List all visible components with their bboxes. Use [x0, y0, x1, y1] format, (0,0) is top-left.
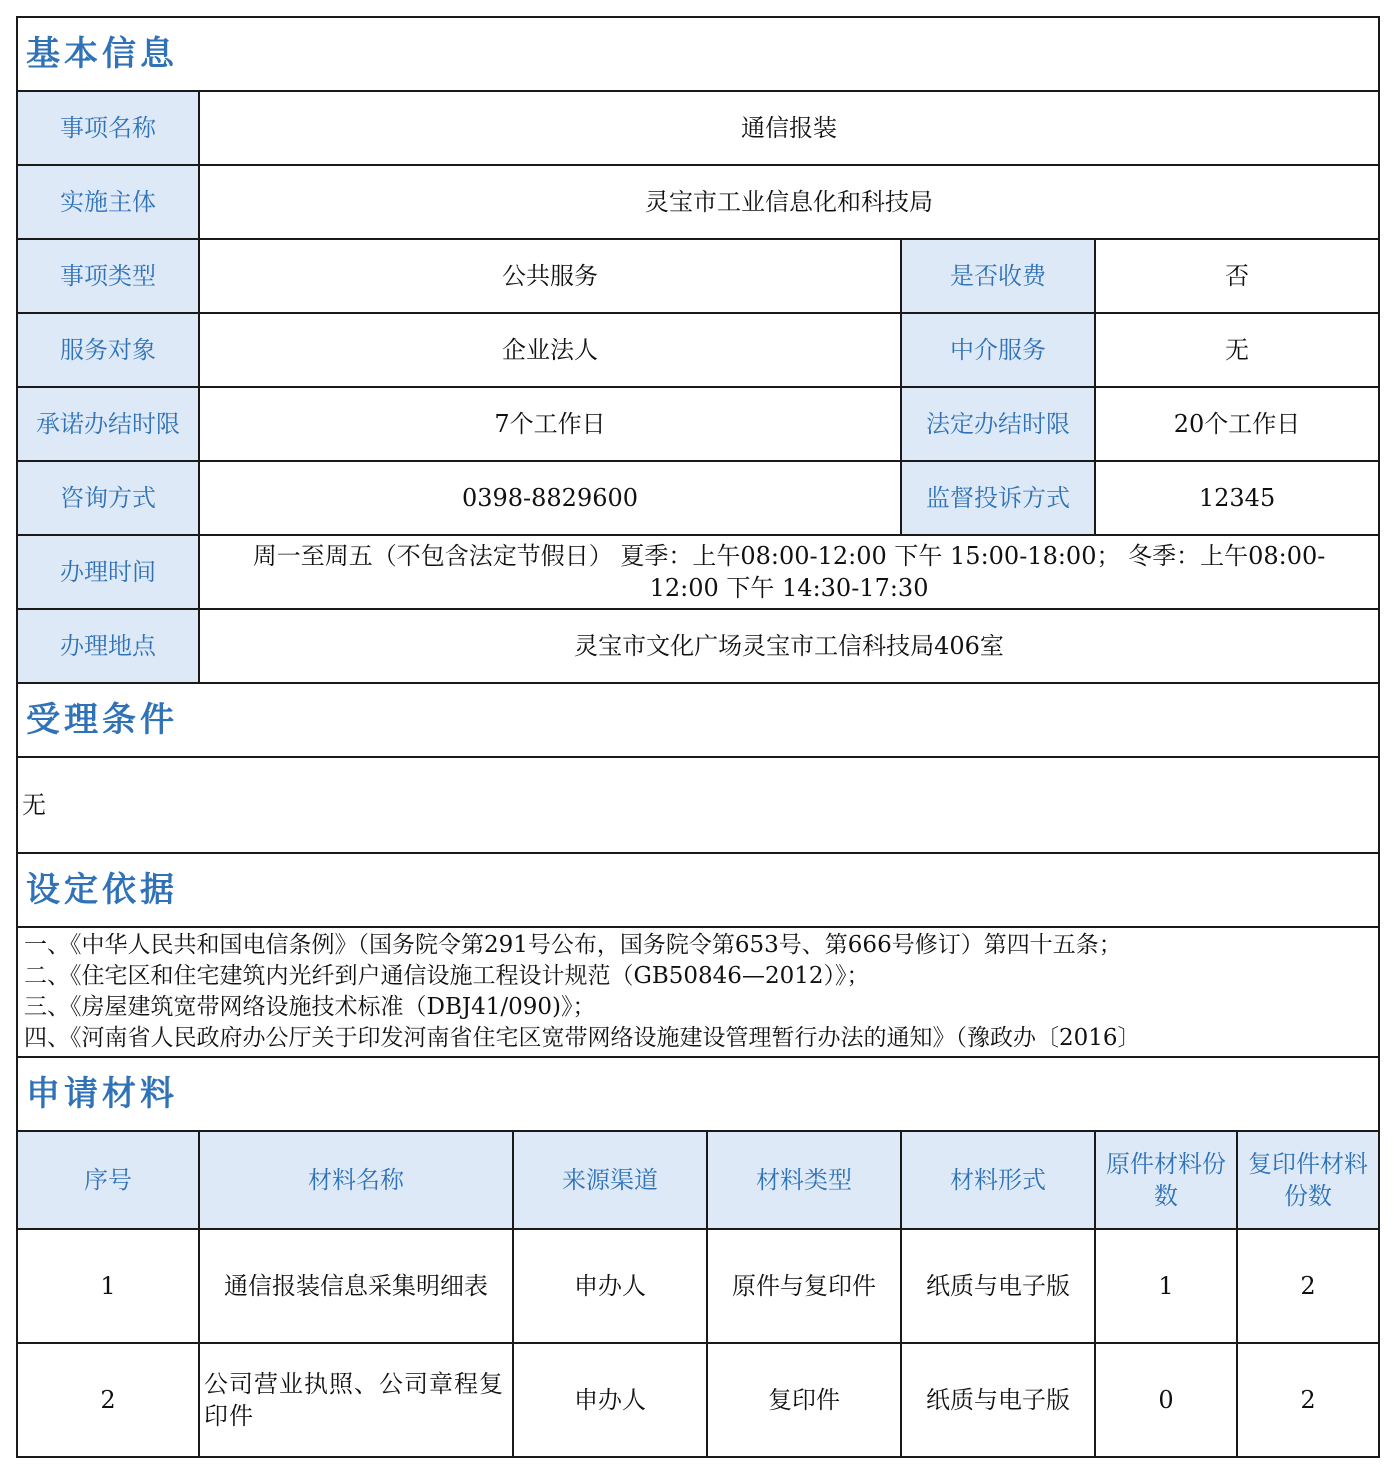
basis-row	[17, 927, 1379, 1057]
legal-value: 20个工作日	[1095, 387, 1379, 461]
col-header-type: 材料类型	[707, 1131, 901, 1229]
row2-type: 复印件	[707, 1343, 901, 1457]
col-header-index: 序号	[17, 1131, 199, 1229]
col-header-original-count: 原件材料份数	[1095, 1131, 1237, 1229]
target-value: 企业法人	[199, 313, 901, 387]
place-row	[17, 609, 1379, 683]
basis-line-3: 三、《房屋建筑宽带网络设施技术标准（DBJ41/090)》；	[24, 994, 596, 1020]
subject-value: 灵宝市工业信息化和科技局	[199, 165, 1379, 239]
row1-source: 申办人	[513, 1229, 707, 1343]
col-header-form: 材料形式	[901, 1131, 1095, 1229]
col-header-copy-count: 复印件材料份数	[1237, 1131, 1379, 1229]
type-label: 事项类型	[17, 239, 199, 313]
place-value: 灵宝市文化广场灵宝市工信科技局406室	[199, 609, 1379, 683]
section-title-materials: 申请材料	[17, 1057, 1379, 1131]
legal-label: 法定办结时限	[901, 387, 1095, 461]
subject-row	[17, 165, 1379, 239]
promise-label: 承诺办结时限	[17, 387, 199, 461]
col-header-source: 来源渠道	[513, 1131, 707, 1229]
row1-copy-count: 2	[1237, 1229, 1379, 1343]
item-name-value: 通信报装	[199, 91, 1379, 165]
section-title-basic: 基本信息	[17, 17, 1379, 91]
type-row	[17, 239, 1379, 313]
row1-original-count: 1	[1095, 1229, 1237, 1343]
place-label: 办理地点	[17, 609, 199, 683]
type-value: 公共服务	[199, 239, 901, 313]
row1-form: 纸质与电子版	[901, 1229, 1095, 1343]
basis-cell	[17, 927, 1379, 1057]
section-basic-row	[17, 17, 1379, 91]
hours-label: 办理时间	[17, 535, 199, 609]
section-title-basis: 设定依据	[17, 853, 1379, 927]
basis-line-2: 二、《住宅区和住宅建筑内光纤到户通信设施工程设计规范（GB50846—2012）》；	[24, 963, 870, 989]
consult-label: 咨询方式	[17, 461, 199, 535]
consult-value: 0398-8829600	[199, 461, 901, 535]
row2-original-count: 0	[1095, 1343, 1237, 1457]
subject-label: 实施主体	[17, 165, 199, 239]
row2-index: 2	[17, 1343, 199, 1457]
target-row	[17, 313, 1379, 387]
row1-name: 通信报装信息采集明细表	[199, 1229, 513, 1343]
conditions-value: 无	[17, 757, 1379, 853]
promise-value: 7个工作日	[199, 387, 901, 461]
agency-label: 中介服务	[901, 313, 1095, 387]
conditions-row	[17, 757, 1379, 853]
agency-value: 无	[1095, 313, 1379, 387]
item-name-row	[17, 91, 1379, 165]
basis-line-1: 一、《中华人民共和国电信条例》（国务院令第291号公布，国务院令第653号、第666号修订）第四十五条；	[24, 932, 1122, 958]
section-materials-row	[17, 1057, 1379, 1131]
target-label: 服务对象	[17, 313, 199, 387]
materials-header-row	[17, 1131, 1379, 1229]
hours-value: 周一至周五（不包含法定节假日） 夏季：上午08:00-12:00 下午 15:00-18:00； 冬季：上午08:00-12:00 下午 14:30-17:30	[199, 535, 1379, 609]
basis-line-4: 四、《河南省人民政府办公厅关于印发河南省住宅区宽带网络设施建设管理暂行办法的通知》（豫政办〔2016〕	[24, 1025, 1141, 1051]
contact-row	[17, 461, 1379, 535]
row1-type: 原件与复印件	[707, 1229, 901, 1343]
complaint-value: 12345	[1095, 461, 1379, 535]
section-title-conditions: 受理条件	[17, 683, 1379, 757]
row1-index: 1	[17, 1229, 199, 1343]
col-header-name: 材料名称	[199, 1131, 513, 1229]
complaint-label: 监督投诉方式	[901, 461, 1095, 535]
section-basis-row	[17, 853, 1379, 927]
row2-form: 纸质与电子版	[901, 1343, 1095, 1457]
fee-value: 否	[1095, 239, 1379, 313]
fee-label: 是否收费	[901, 239, 1095, 313]
info-table	[16, 16, 1380, 1458]
row2-source: 申办人	[513, 1343, 707, 1457]
hours-row	[17, 535, 1379, 609]
deadline-row	[17, 387, 1379, 461]
service-item-sheet	[16, 16, 1378, 1458]
section-conditions-row	[17, 683, 1379, 757]
table-row	[17, 1229, 1379, 1343]
item-name-label: 事项名称	[17, 91, 199, 165]
table-row	[17, 1343, 1379, 1457]
row2-copy-count: 2	[1237, 1343, 1379, 1457]
row2-name: 公司营业执照、公司章程复印件	[199, 1343, 513, 1457]
